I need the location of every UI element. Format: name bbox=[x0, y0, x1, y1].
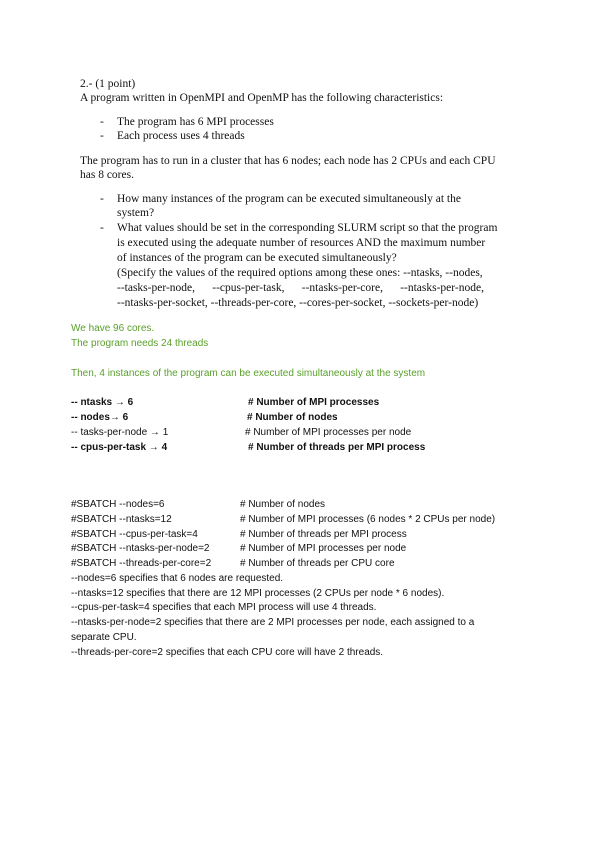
answer-threads: The program needs 24 threads bbox=[71, 338, 209, 349]
explanation-line: --cpus-per-task=4 specifies that each MPI process will use 4 threads. bbox=[71, 602, 377, 613]
cluster-description-line1: The program has to run in a cluster that has 6 nodes; each node has 2 CPUs and each CPU bbox=[80, 155, 496, 167]
option-comment: # Number of MPI processes per node bbox=[245, 427, 412, 438]
question-2-line6: --ntasks-per-socket, --threads-per-core, --cores-per-socket, --sockets-per-node) bbox=[117, 297, 479, 309]
option-label: -- nodes→ 6 bbox=[71, 412, 129, 423]
sbatch-directive: #SBATCH --ntasks-per-node=2 bbox=[71, 543, 210, 554]
explanation-line: --threads-per-core=2 specifies that each CPU core will have 2 threads. bbox=[71, 647, 384, 658]
sbatch-directive: #SBATCH --ntasks=12 bbox=[71, 514, 172, 525]
question-2-line1: What values should be set in the corresponding SLURM script so that the program bbox=[117, 222, 498, 234]
answer-cores: We have 96 cores. bbox=[71, 323, 155, 334]
bullet-marker: - bbox=[100, 130, 104, 142]
question-1-line2: system? bbox=[117, 207, 155, 219]
question-2-line2: is executed using the adequate number of resources AND the maximum number bbox=[117, 237, 486, 249]
question-1-line1: How many instances of the program can be executed simultaneously at the bbox=[117, 193, 461, 205]
option-comment: # Number of nodes bbox=[247, 412, 338, 423]
sbatch-comment: # Number of MPI processes (6 nodes * 2 CPUs per node) bbox=[240, 514, 496, 525]
sbatch-directive: #SBATCH --threads-per-core=2 bbox=[71, 558, 212, 569]
question-intro: A program written in OpenMPI and OpenMP has the following characteristics: bbox=[80, 92, 444, 104]
option-comment: # Number of MPI processes bbox=[248, 397, 380, 408]
question-2-line4: (Specify the values of the required options among these ones: --ntasks, --nodes, bbox=[117, 267, 483, 279]
bullet-marker: - bbox=[100, 222, 104, 234]
question-heading: 2.- (1 point) bbox=[80, 78, 136, 90]
characteristic-item: Each process uses 4 threads bbox=[117, 130, 245, 142]
sbatch-comment: # Number of threads per MPI process bbox=[240, 529, 407, 540]
option-label: -- ntasks → 6 bbox=[71, 397, 134, 408]
explanation-line: --ntasks=12 specifies that there are 12 MPI processes (2 CPUs per node * 6 nodes). bbox=[71, 588, 445, 599]
explanation-line: --nodes=6 specifies that 6 nodes are requested. bbox=[71, 573, 284, 584]
sbatch-comment: # Number of nodes bbox=[240, 499, 326, 510]
sbatch-directive: #SBATCH --cpus-per-task=4 bbox=[71, 529, 198, 540]
sbatch-comment: # Number of MPI processes per node bbox=[240, 543, 407, 554]
question-2-line5: --tasks-per-node, --cpus-per-task, --ntasks-per-core, --ntasks-per-node, bbox=[117, 282, 484, 294]
option-comment: # Number of threads per MPI process bbox=[248, 442, 426, 453]
bullet-marker: - bbox=[100, 193, 104, 205]
answer-conclusion: Then, 4 instances of the program can be executed simultaneously at the system bbox=[71, 368, 426, 379]
option-label: -- tasks-per-node → 1 bbox=[71, 427, 169, 438]
characteristic-item: The program has 6 MPI processes bbox=[117, 116, 274, 128]
cluster-description-line2: has 8 cores. bbox=[80, 169, 134, 181]
explanation-line: separate CPU. bbox=[71, 632, 137, 643]
explanation-line: --ntasks-per-node=2 specifies that there are 2 MPI processes per node, each assigned to a bbox=[71, 617, 475, 628]
option-label: -- cpus-per-task → 4 bbox=[71, 442, 168, 453]
sbatch-directive: #SBATCH --nodes=6 bbox=[71, 499, 165, 510]
sbatch-comment: # Number of threads per CPU core bbox=[240, 558, 395, 569]
question-2-line3: of instances of the program can be executed simultaneously? bbox=[117, 252, 397, 264]
bullet-marker: - bbox=[100, 116, 104, 128]
